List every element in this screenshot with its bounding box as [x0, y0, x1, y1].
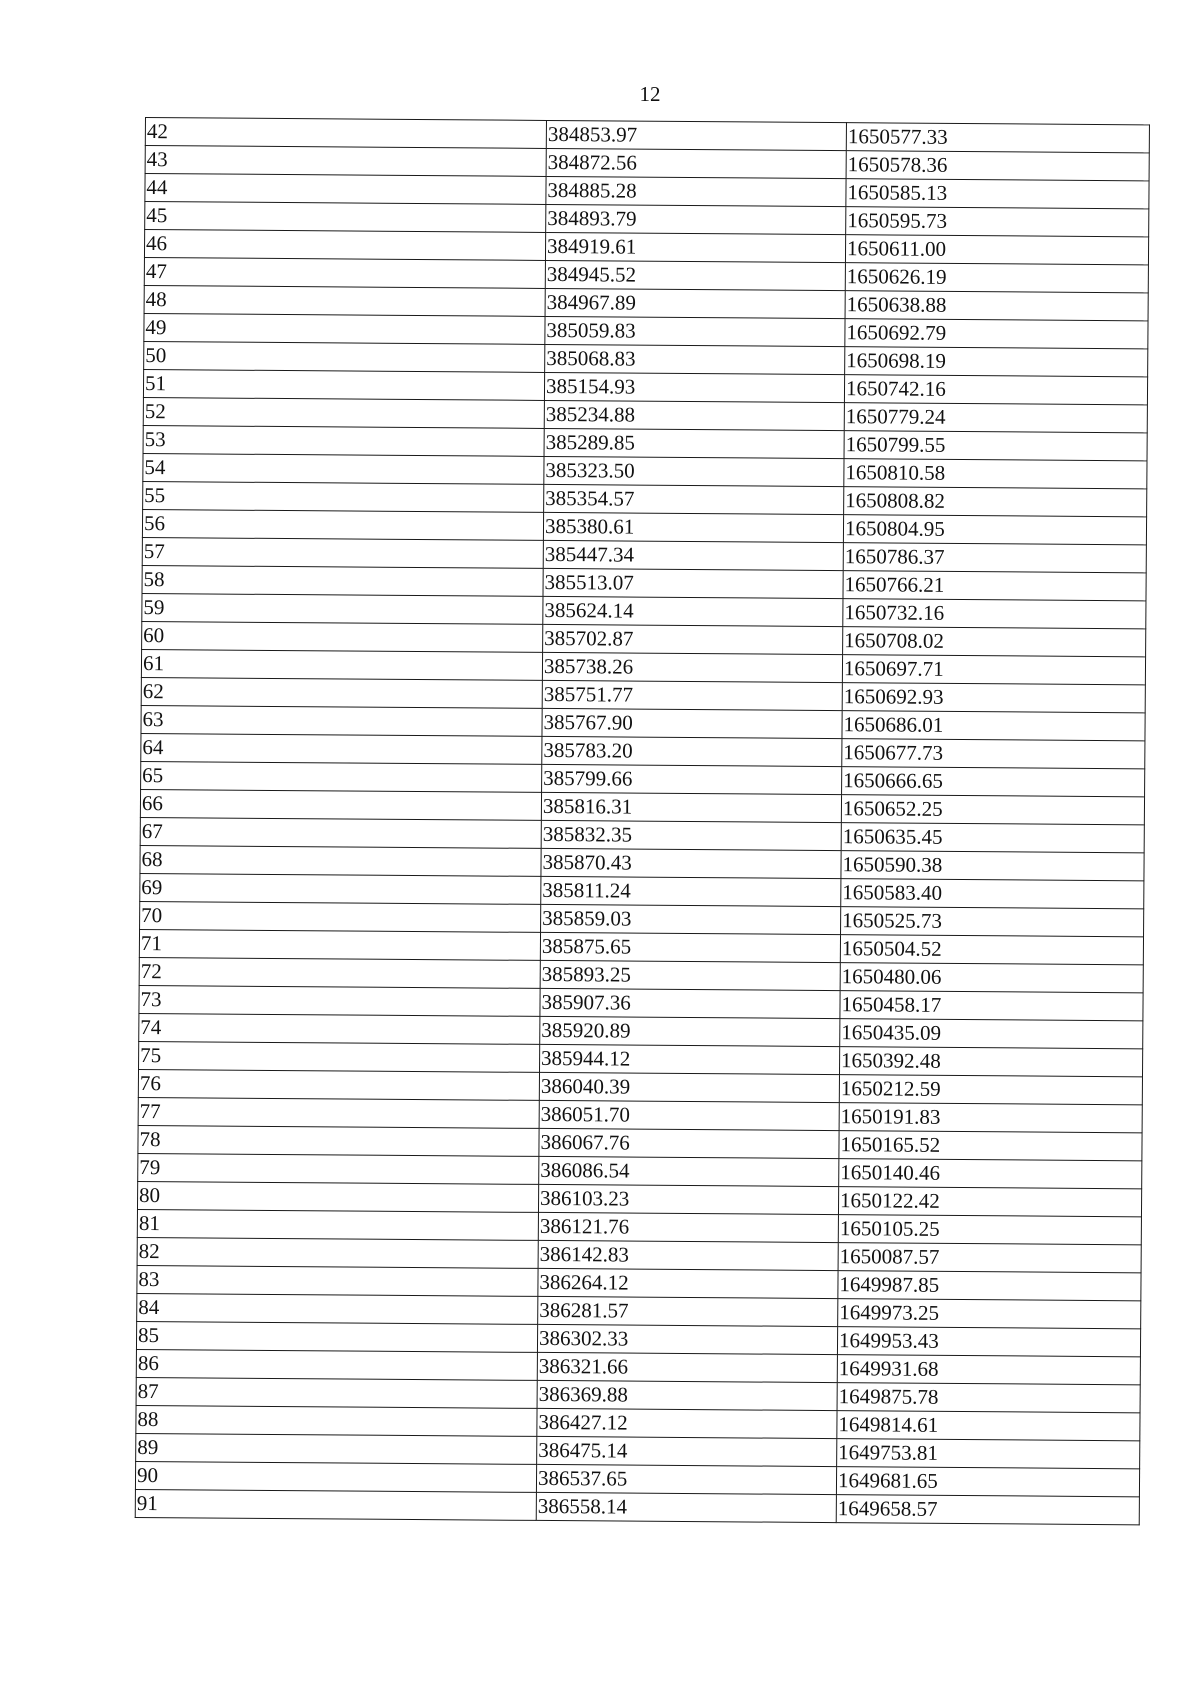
x-coordinate-cell: 385920.89	[540, 1016, 840, 1046]
point-number-cell: 49	[144, 313, 545, 344]
x-coordinate-cell: 385907.36	[540, 988, 840, 1018]
x-coordinate-cell: 385767.90	[542, 708, 842, 738]
y-coordinate-cell: 1650652.25	[841, 795, 1144, 825]
y-coordinate-cell: 1650692.93	[842, 683, 1145, 713]
x-coordinate-cell: 384872.56	[546, 148, 846, 178]
point-number-cell: 82	[137, 1237, 538, 1268]
point-number-cell: 74	[139, 1013, 540, 1044]
point-number-cell: 46	[144, 230, 545, 261]
point-number-cell: 61	[141, 649, 542, 680]
point-number-cell: 80	[137, 1181, 538, 1212]
y-coordinate-cell: 1650105.25	[838, 1215, 1141, 1245]
y-coordinate-cell: 1650808.82	[844, 487, 1147, 517]
y-coordinate-cell: 1649658.57	[836, 1495, 1139, 1525]
x-coordinate-cell: 386121.76	[538, 1212, 838, 1242]
y-coordinate-cell: 1650742.16	[844, 375, 1147, 405]
y-coordinate-cell: 1650458.17	[840, 991, 1143, 1021]
y-coordinate-cell: 1650578.36	[846, 151, 1149, 181]
y-coordinate-cell: 1650666.65	[842, 767, 1145, 797]
y-coordinate-cell: 1650799.55	[844, 431, 1147, 461]
x-coordinate-cell: 385816.31	[541, 792, 841, 822]
point-number-cell: 50	[144, 341, 545, 372]
point-number-cell: 87	[136, 1377, 537, 1408]
point-number-cell: 56	[142, 509, 543, 540]
point-number-cell: 58	[142, 565, 543, 596]
point-number-cell: 89	[136, 1433, 537, 1464]
y-coordinate-cell: 1649987.85	[838, 1271, 1141, 1301]
point-number-cell: 53	[143, 425, 544, 456]
y-coordinate-cell: 1650212.59	[839, 1075, 1142, 1105]
x-coordinate-cell: 386086.54	[539, 1156, 839, 1186]
x-coordinate-cell: 385751.77	[542, 680, 842, 710]
y-coordinate-cell: 1650698.19	[845, 347, 1148, 377]
x-coordinate-cell: 384893.79	[546, 204, 846, 234]
x-coordinate-cell: 385059.83	[545, 316, 845, 346]
point-number-cell: 44	[145, 174, 546, 205]
point-number-cell: 67	[140, 817, 541, 848]
y-coordinate-cell: 1650140.46	[839, 1159, 1142, 1189]
point-number-cell: 79	[138, 1153, 539, 1184]
y-coordinate-cell: 1649973.25	[838, 1299, 1141, 1329]
point-number-cell: 86	[136, 1349, 537, 1380]
y-coordinate-cell: 1650191.83	[839, 1103, 1142, 1133]
point-number-cell: 90	[135, 1461, 536, 1492]
y-coordinate-cell: 1650480.06	[840, 963, 1143, 993]
y-coordinate-cell: 1649953.43	[837, 1327, 1140, 1357]
x-coordinate-cell: 385799.66	[542, 764, 842, 794]
y-coordinate-cell: 1649875.78	[837, 1383, 1140, 1413]
point-number-cell: 52	[143, 397, 544, 428]
point-number-cell: 84	[137, 1293, 538, 1324]
point-number-cell: 63	[141, 705, 542, 736]
y-coordinate-cell: 1650504.52	[840, 935, 1143, 965]
x-coordinate-cell: 384885.28	[546, 176, 846, 206]
x-coordinate-cell: 385893.25	[540, 960, 840, 990]
y-coordinate-cell: 1650692.79	[845, 319, 1148, 349]
x-coordinate-cell: 386369.88	[537, 1380, 837, 1410]
coordinates-table	[135, 117, 1150, 1525]
y-coordinate-cell: 1650122.42	[838, 1187, 1141, 1217]
point-number-cell: 64	[141, 733, 542, 764]
y-coordinate-cell: 1650708.02	[843, 627, 1146, 657]
x-coordinate-cell: 385154.93	[544, 372, 844, 402]
point-number-cell: 65	[141, 761, 542, 792]
x-coordinate-cell: 385875.65	[540, 932, 840, 962]
x-coordinate-cell: 386475.14	[537, 1436, 837, 1466]
point-number-cell: 54	[143, 453, 544, 484]
point-number-cell: 45	[145, 202, 546, 233]
x-coordinate-cell: 386537.65	[536, 1464, 836, 1494]
point-number-cell: 81	[137, 1209, 538, 1240]
y-coordinate-cell: 1650804.95	[843, 515, 1146, 545]
point-number-cell: 68	[140, 845, 541, 876]
y-coordinate-cell: 1650087.57	[838, 1243, 1141, 1273]
x-coordinate-cell: 384853.97	[546, 120, 846, 150]
x-coordinate-cell: 385513.07	[543, 568, 843, 598]
point-number-cell: 60	[142, 621, 543, 652]
x-coordinate-cell: 386142.83	[538, 1240, 838, 1270]
x-coordinate-cell: 386067.76	[539, 1128, 839, 1158]
y-coordinate-cell: 1650635.45	[841, 823, 1144, 853]
point-number-cell: 72	[139, 957, 540, 988]
x-coordinate-cell: 385783.20	[542, 736, 842, 766]
point-number-cell: 59	[142, 593, 543, 624]
y-coordinate-cell: 1650638.88	[845, 291, 1148, 321]
point-number-cell: 51	[143, 369, 544, 400]
x-coordinate-cell: 385832.35	[541, 820, 841, 850]
y-coordinate-cell: 1650732.16	[843, 599, 1146, 629]
x-coordinate-cell: 385811.24	[541, 876, 841, 906]
point-number-cell: 70	[140, 901, 541, 932]
y-coordinate-cell: 1650677.73	[842, 739, 1145, 769]
y-coordinate-cell: 1650392.48	[839, 1047, 1142, 1077]
y-coordinate-cell: 1650786.37	[843, 543, 1146, 573]
y-coordinate-cell: 1649681.65	[836, 1467, 1139, 1497]
y-coordinate-cell: 1649931.68	[837, 1355, 1140, 1385]
x-coordinate-cell: 384967.89	[545, 288, 845, 318]
x-coordinate-cell: 385380.61	[543, 512, 843, 542]
page-number: 12	[639, 82, 661, 106]
x-coordinate-cell: 385289.85	[544, 428, 844, 458]
y-coordinate-cell: 1650595.73	[846, 207, 1149, 237]
table-row	[135, 1489, 1139, 1524]
y-coordinate-cell: 1650697.71	[842, 655, 1145, 685]
point-number-cell: 75	[139, 1041, 540, 1072]
point-number-cell: 77	[138, 1097, 539, 1128]
x-coordinate-cell: 386051.70	[539, 1100, 839, 1130]
y-coordinate-cell: 1650525.73	[841, 907, 1144, 937]
x-coordinate-cell: 386427.12	[537, 1408, 837, 1438]
y-coordinate-cell: 1649753.81	[837, 1439, 1140, 1469]
y-coordinate-cell: 1650611.00	[845, 235, 1148, 265]
y-coordinate-cell: 1650810.58	[844, 459, 1147, 489]
coordinates-table-body	[135, 118, 1149, 1525]
point-number-cell: 71	[139, 929, 540, 960]
point-number-cell: 78	[138, 1125, 539, 1156]
x-coordinate-cell: 386281.57	[538, 1296, 838, 1326]
x-coordinate-cell: 385702.87	[543, 624, 843, 654]
x-coordinate-cell: 385859.03	[541, 904, 841, 934]
point-number-cell: 73	[139, 985, 540, 1016]
point-number-cell: 43	[145, 146, 546, 177]
point-number-cell: 42	[145, 118, 546, 149]
point-number-cell: 57	[142, 537, 543, 568]
x-coordinate-cell: 384945.52	[545, 260, 845, 290]
y-coordinate-cell: 1650590.38	[841, 851, 1144, 881]
point-number-cell: 62	[141, 677, 542, 708]
x-coordinate-cell: 385870.43	[541, 848, 841, 878]
y-coordinate-cell: 1649814.61	[837, 1411, 1140, 1441]
x-coordinate-cell: 386264.12	[538, 1268, 838, 1298]
point-number-cell: 47	[144, 257, 545, 288]
x-coordinate-cell: 385624.14	[543, 596, 843, 626]
x-coordinate-cell: 386040.39	[539, 1072, 839, 1102]
y-coordinate-cell: 1650577.33	[846, 123, 1149, 153]
point-number-cell: 55	[143, 481, 544, 512]
point-number-cell: 66	[140, 789, 541, 820]
point-number-cell: 91	[135, 1489, 536, 1520]
y-coordinate-cell: 1650585.13	[846, 179, 1149, 209]
x-coordinate-cell: 385738.26	[542, 652, 842, 682]
x-coordinate-cell: 386302.33	[537, 1324, 837, 1354]
x-coordinate-cell: 386558.14	[536, 1492, 836, 1522]
point-number-cell: 69	[140, 873, 541, 904]
point-number-cell: 83	[137, 1265, 538, 1296]
y-coordinate-cell: 1650435.09	[840, 1019, 1143, 1049]
x-coordinate-cell: 385447.34	[543, 540, 843, 570]
x-coordinate-cell: 385354.57	[544, 484, 844, 514]
y-coordinate-cell: 1650165.52	[839, 1131, 1142, 1161]
y-coordinate-cell: 1650779.24	[844, 403, 1147, 433]
point-number-cell: 88	[136, 1405, 537, 1436]
point-number-cell: 76	[138, 1069, 539, 1100]
y-coordinate-cell: 1650583.40	[841, 879, 1144, 909]
y-coordinate-cell: 1650766.21	[843, 571, 1146, 601]
point-number-cell: 48	[144, 285, 545, 316]
y-coordinate-cell: 1650686.01	[842, 711, 1145, 741]
x-coordinate-cell: 386103.23	[538, 1184, 838, 1214]
point-number-cell: 85	[136, 1321, 537, 1352]
x-coordinate-cell: 385068.83	[545, 344, 845, 374]
y-coordinate-cell: 1650626.19	[845, 263, 1148, 293]
x-coordinate-cell: 384919.61	[545, 232, 845, 262]
x-coordinate-cell: 385323.50	[544, 456, 844, 486]
x-coordinate-cell: 385234.88	[544, 400, 844, 430]
x-coordinate-cell: 386321.66	[537, 1352, 837, 1382]
x-coordinate-cell: 385944.12	[540, 1044, 840, 1074]
